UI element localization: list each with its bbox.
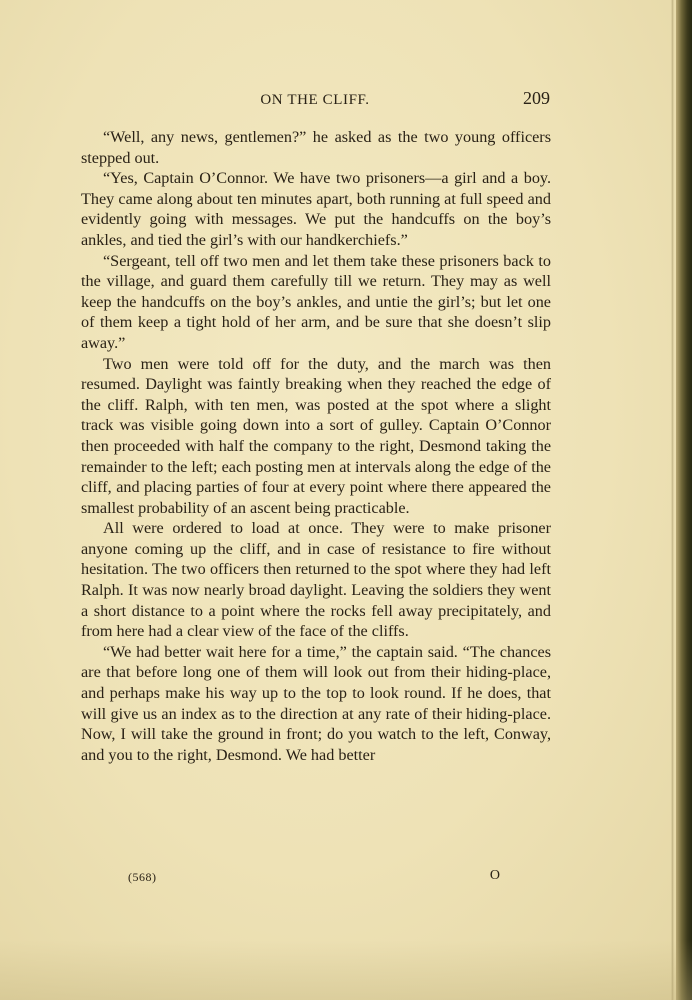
paragraph: “Yes, Captain O’Connor. We have two prisoners—a girl and a boy. They came along about ten minutes apart, both running at full speed and evidently going with messages. We put the handcuffs on the boy’s ankles, and tied the girl’s with our handkerchiefs.” xyxy=(81,169,551,249)
page-bottom-shade xyxy=(0,940,692,1000)
page-gutter-shadow xyxy=(671,0,674,1000)
paragraph: “Sergeant, tell off two men and let them take these prisoners back to the village, and guard them carefully till we return. They may as well keep the handcuffs on the boy’s ankles, and untie the girl’s; but let one of them keep a tight hold of her arm, and be sure that she doesn’t slip away.” xyxy=(81,251,551,352)
paragraph: All were ordered to load at once. They were to make prisoner anyone coming up the cliff, and in case of resistance to fire without hesitation. The two officers then returned to the spot where they had left Ralph. It was now nearly broad daylight. Leaving the soldiers they went a short distance to a point where the rocks fell away precipitately, and from here had a clear view of the face of the cliffs. xyxy=(81,519,551,641)
page-footer xyxy=(128,868,500,888)
body-text xyxy=(81,127,551,765)
signature-mark: O xyxy=(489,868,500,883)
page-number: 209 xyxy=(523,88,550,108)
running-head: ON THE CLIFF. xyxy=(260,92,370,108)
page-header xyxy=(80,88,550,114)
book-edge xyxy=(676,0,692,1000)
paragraph: “We had better wait here for a time,” the captain said. “The chances are that before long one of them will look out from their hiding-place, and perhaps make his way up to the top to look round. If he does, that will give us an index as to the direction at any rate of their hiding-place. Now, I will take the ground in front; do you watch to the left, Conway, and you to the right, Desmond. We had better xyxy=(81,642,551,764)
paragraph: “Well, any news, gentlemen?” he asked as the two young officers stepped out. xyxy=(81,128,551,167)
paragraph: Two men were told off for the duty, and the march was then resumed. Daylight was faintly breaking when they reached the edge of the cliff. Ralph, with ten men, was posted at the spot where a slight track was visible going down into a sort of gulley. Captain O’Connor then proceeded with half the company to the right, Desmond taking the remainder to the left; each posting men at intervals along the edge of the cliff, and placing parties of four at every point where there appeared the smallest probability of an ascent being practicable. xyxy=(81,354,551,517)
signature-code: (568) xyxy=(128,870,157,884)
